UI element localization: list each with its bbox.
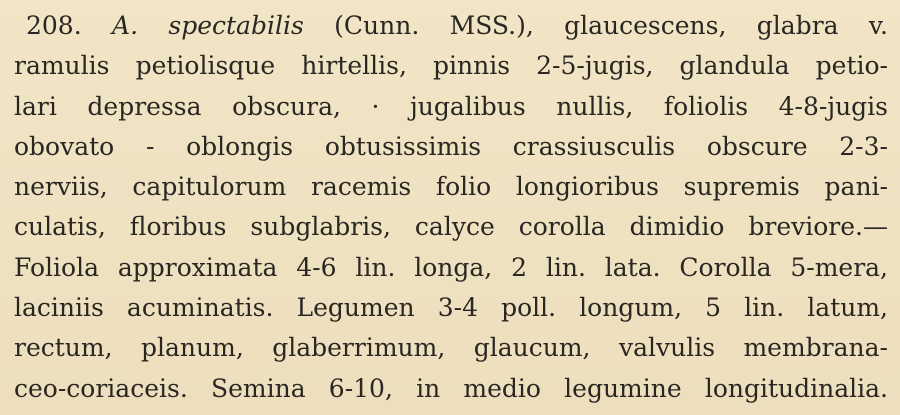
- species-description: [14, 6, 888, 409]
- text-line-3: lari depressa obscura, · jugalibus nullis, foliolis 4-8-jugis: [14, 91, 888, 121]
- text-line-2: ramulis petiolisque hirtellis, pinnis 2-5-jugis, glandula petio-: [14, 51, 888, 81]
- text-line-5: nerviis, capitulorum racemis folio longioribus supremis pani-: [14, 172, 888, 202]
- line-1-rest: (Cunn. MSS.), glaucescens, glabra v.: [334, 11, 888, 40]
- species-name: A. spectabilis: [112, 11, 304, 40]
- text-line-6: culatis, floribus subglabris, calyce corolla dimidio breviore.—: [14, 212, 888, 242]
- text-line-8: laciniis acuminatis. Legumen 3-4 poll. longum, 5 lin. latum,: [14, 293, 888, 323]
- entry-number: 208.: [26, 11, 82, 40]
- text-line-1: [14, 6, 888, 46]
- text-line-9: rectum, planum, glaberrimum, glaucum, valvulis membrana-: [14, 333, 888, 363]
- text-line-4: obovato - oblongis obtusissimis crassiusculis obscure 2-3-: [14, 131, 888, 161]
- text-line-7: Foliola approximata 4-6 lin. longa, 2 lin. lata. Corolla 5-mera,: [14, 252, 888, 282]
- text-line-10: ceo-coriaceis. Semina 6-10, in medio legumine longitudinalia.: [14, 373, 888, 403]
